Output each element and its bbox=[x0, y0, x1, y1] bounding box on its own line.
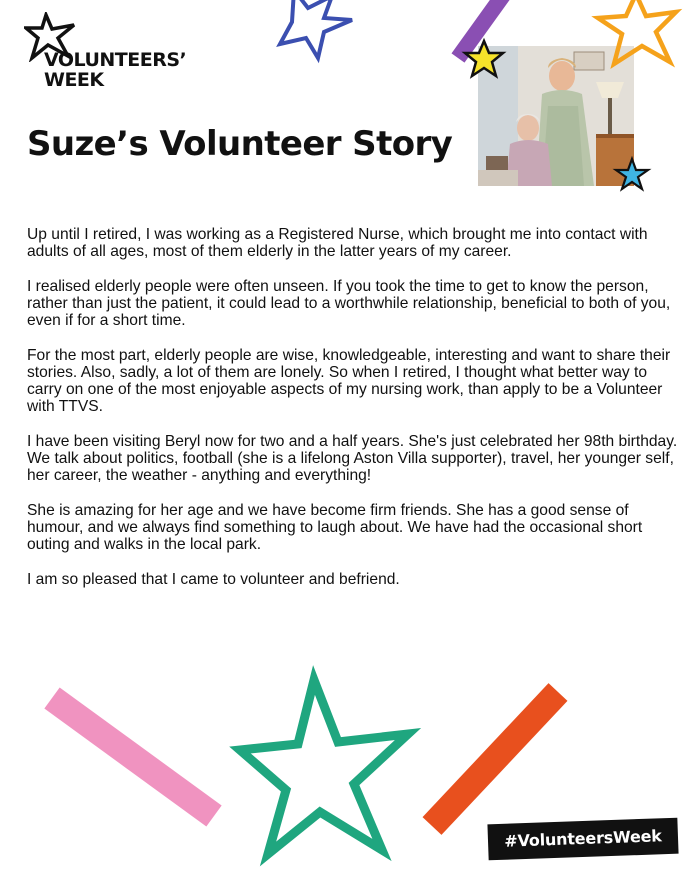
story-paragraph-4: I have been visiting Beryl now for two and a half years. She's just celebrated her 98th birthday. We talk about politics, football (she is a lifelong Aston Villa supporter), travel, her younger self, her career, the weather - anything and everything! bbox=[27, 433, 678, 484]
orange-star-icon bbox=[584, 0, 694, 80]
logo-text bbox=[44, 50, 186, 90]
story-paragraph-5: She is amazing for her age and we have become firm friends. She has a good sense of humour, and we always find something to laugh about. We have had the occasional short outing and walks in the local park. bbox=[27, 502, 643, 553]
story-paragraph-6: I am so pleased that I came to volunteer and befriend. bbox=[27, 571, 400, 588]
story-body bbox=[27, 226, 682, 606]
red-orange-bar-shape bbox=[418, 680, 578, 840]
story-paragraph-2: I realised elderly people were often unseen. If you took the time to get to know the person, rather than just the patient, it could lead to a worthwhile relationship, beneficial to both of you, even if for a short time. bbox=[27, 278, 671, 329]
green-star-icon bbox=[232, 672, 422, 864]
logo-line-2: WEEK bbox=[44, 69, 104, 91]
story-paragraph-1: Up until I retired, I was working as a Registered Nurse, which brought me into contact with adults of all ages, most of them elderly in the latter years of my career. bbox=[27, 226, 648, 260]
light-blue-star-icon bbox=[610, 156, 654, 196]
volunteers-week-logo bbox=[24, 12, 224, 92]
yellow-star-icon bbox=[460, 38, 508, 82]
page-title: Suze’s Volunteer Story bbox=[27, 124, 453, 164]
logo-line-1: VOLUNTEERS’ bbox=[44, 49, 187, 71]
pink-bar-shape bbox=[40, 680, 230, 840]
blue-star-icon bbox=[272, 0, 362, 66]
story-paragraph-3: For the most part, elderly people are wise, knowledgeable, interesting and want to share their stories. Also, sadly, a lot of them are lonely. So when I retired, I thought what better way to carry on one of the most enjoyable aspects of my nursing work, than apply to be a Volunteer with TTVS. bbox=[27, 347, 671, 415]
hashtag-badge: #VolunteersWeek bbox=[487, 818, 678, 861]
